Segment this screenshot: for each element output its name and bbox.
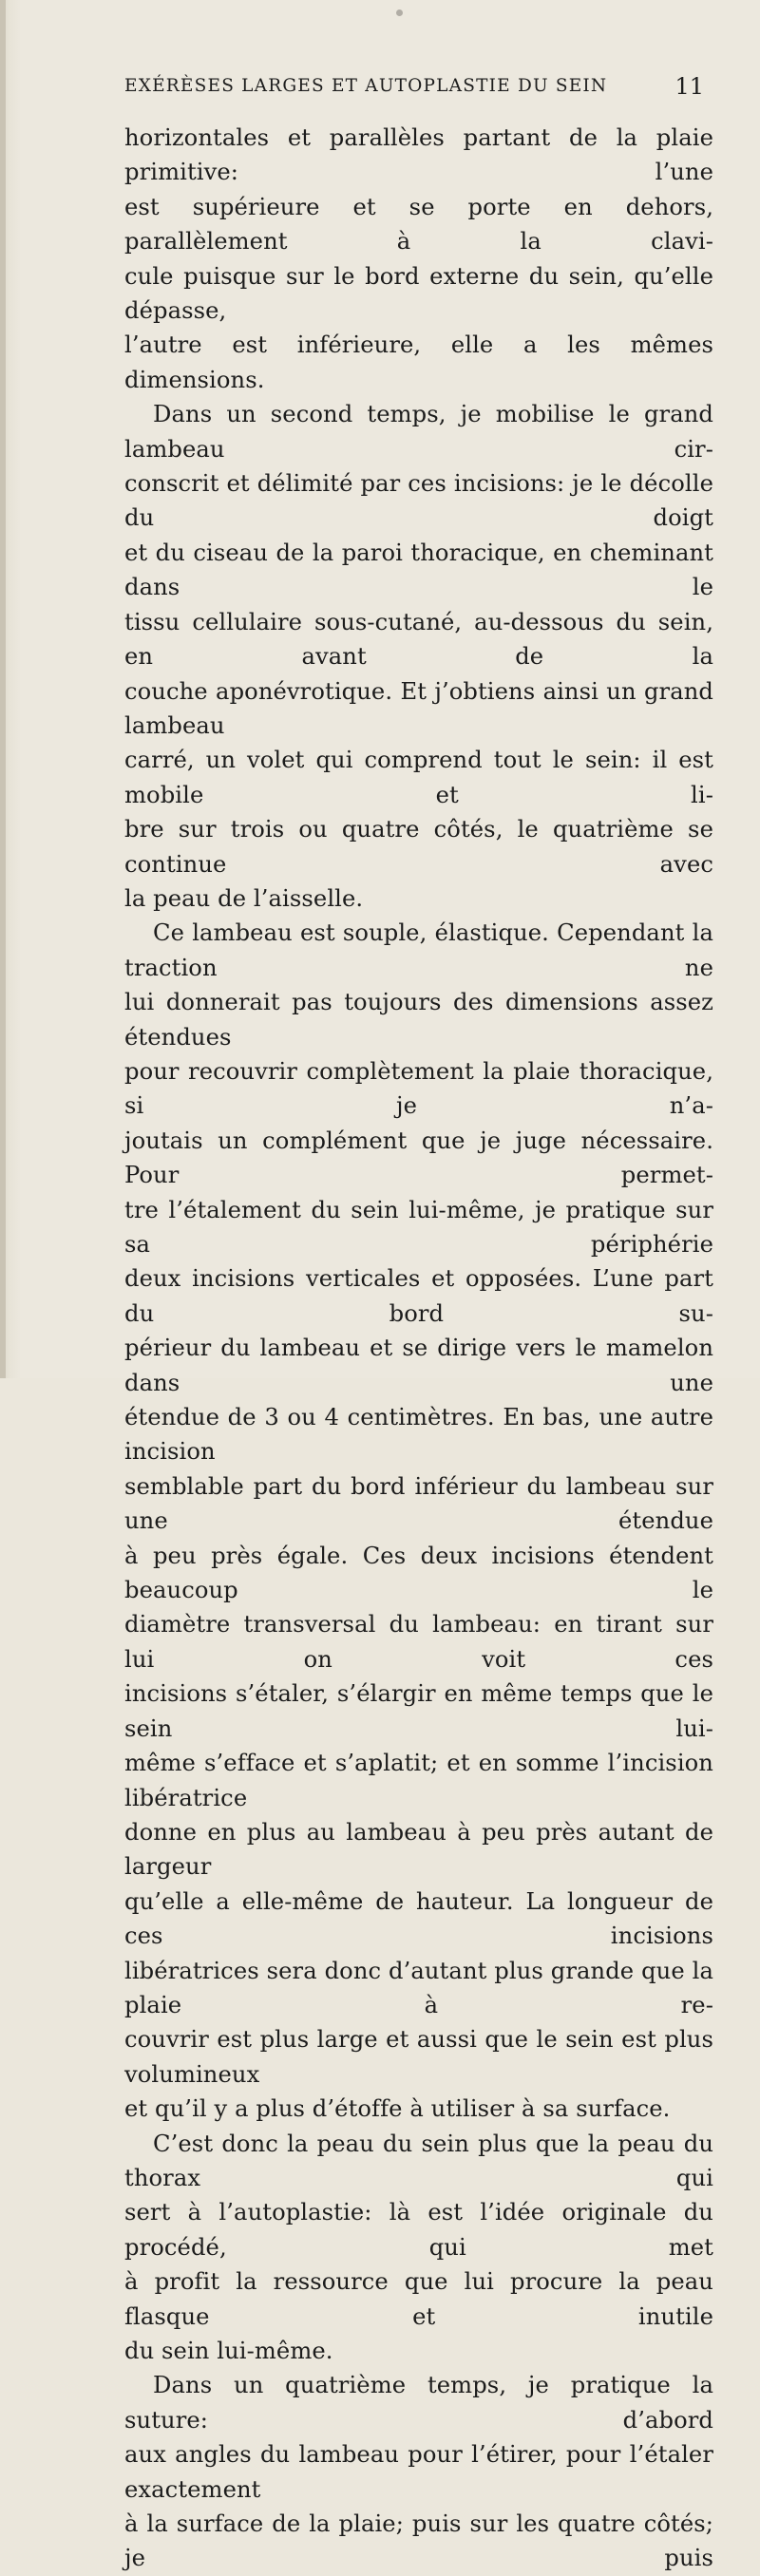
text-line: deux incisions verticales et opposées. L’une part du bord su- [124, 1265, 713, 1327]
text-line: couvrir est plus large et aussi que le sein est plus volumineux [124, 2026, 713, 2088]
text-line: tre l’étalement du sein lui-même, je pratique sur sa périphérie [124, 1196, 713, 1258]
text-line: et qu’il y a plus d’étoffe à utiliser à sa surface. [124, 2095, 671, 2123]
text-line: couche aponévrotique. Et j’obtiens ainsi un grand lambeau [124, 677, 713, 739]
text-line: tissu cellulaire sous-cutané, au-dessous du sein, en avant de la [124, 608, 713, 671]
text-line: Ce lambeau est souple, élastique. Cependant la traction ne [124, 919, 713, 981]
text-line: sert à l’autoplastie: là est l’idée originale du procédé, qui met [124, 2199, 713, 2261]
text-line: même s’efface et s’aplatit; et en somme l’incision libératrice [124, 1750, 713, 1811]
body-text [124, 121, 713, 2576]
text-line: lui donnerait pas toujours des dimensions assez étendues [124, 989, 713, 1051]
page-header [124, 73, 704, 114]
page-binding-edge [0, 0, 6, 1378]
text-line: est supérieure et se porte en dehors, parallèlement à la clavi- [124, 193, 713, 256]
text-line: Dans un quatrième temps, je pratique la suture: d’abord [124, 2372, 713, 2434]
text-line: qu’elle a elle-même de hauteur. La longueur de ces incisions [124, 1887, 713, 1950]
text-line: étendue de 3 ou 4 centimètres. En bas, une autre incision [124, 1404, 713, 1466]
text-line: à peu près égale. Ces deux incisions étendent beaucoup le [124, 1542, 713, 1604]
text-line: diamètre transversal du lambeau: en tirant sur lui on voit ces [124, 1611, 713, 1673]
text-line: C’est donc la peau du sein plus que la peau du thorax qui [124, 2130, 713, 2191]
running-title: EXÉRÈSES LARGES ET AUTOPLASTIE DU SEIN [124, 76, 608, 96]
text-line: à profit la ressource que lui procure la peau flasque et inutile [124, 2268, 713, 2330]
text-line: cule puisque sur le bord externe du sein, qu’elle dépasse, [124, 262, 713, 325]
text-line: et du ciseau de la paroi thoracique, en cheminant dans le [124, 539, 713, 601]
text-line: libératrices sera donc d’autant plus grande que la plaie à re- [124, 1957, 713, 2018]
text-line: à la surface de la plaie; puis sur les quatre côtés; je puis [124, 2510, 713, 2572]
text-line: conscrit et délimité par ces incisions: je le décolle du doigt [124, 470, 713, 532]
text-line: l’autre est inférieure, elle a les mêmes dimensions. [124, 331, 713, 393]
text-line: semblable part du bord inférieur du lambeau sur une étendue [124, 1472, 713, 1535]
text-line: incisions s’étaler, s’élargir en même temps que le sein lui- [124, 1680, 713, 1742]
text-line: donne en plus au lambeau à peu près autant de largeur [124, 1818, 713, 1881]
text-line: périeur du lambeau et se dirige vers le mamelon dans une [124, 1335, 713, 1396]
text-line: pour recouvrir complètement la plaie thoracique, si je n’a- [124, 1057, 713, 1120]
text-line: horizontales et parallèles partant de la plaie primitive: l’une [124, 124, 713, 186]
text-line: carré, un volet qui comprend tout le sein: il est mobile et li- [124, 747, 713, 808]
page-number: 11 [674, 73, 704, 100]
text-line: aux angles du lambeau pour l’étirer, pour l’étaler exactement [124, 2441, 713, 2503]
text-line: joutais un complément que je juge nécessaire. Pour permet- [124, 1127, 713, 1189]
text-line: bre sur trois ou quatre côtés, le quatrième se continue avec [124, 816, 713, 878]
text-line: Dans un second temps, je mobilise le grand lambeau cir- [124, 401, 713, 463]
text-line: la peau de l’aisselle. [124, 884, 364, 912]
text-line: du sein lui-même. [124, 2338, 333, 2364]
ink-spot [396, 9, 403, 16]
